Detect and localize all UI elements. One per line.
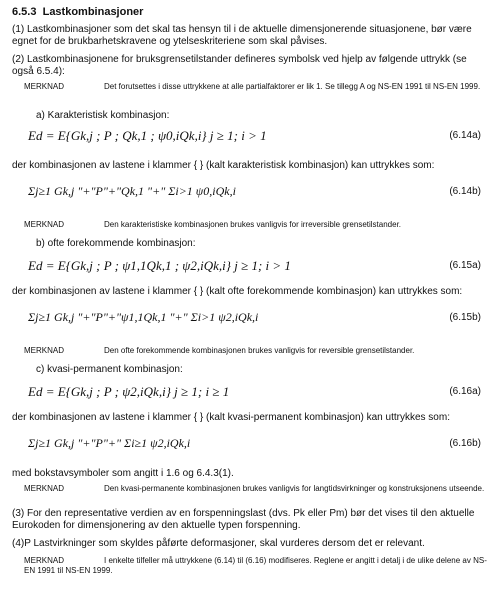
- equation-number: (6.15a): [449, 260, 481, 271]
- note-3: [12, 346, 489, 356]
- equation-number: (6.15b): [449, 312, 481, 323]
- section-title: Lastkombinasjoner: [42, 6, 144, 18]
- section-number: 6.5.3: [12, 6, 37, 18]
- equation-formula: Ed = E{Gk,j ; P ; Qk,1 ; ψ0,iQk,i} j ≥ 1; i > 1: [28, 128, 267, 143]
- note-text: Den karakteristiske kombinasjonen brukes vanligvis for irreversible grensetilstander.: [104, 220, 402, 229]
- paragraph-4: (4)P Lastvirkninger som skyldes påførte deformasjoner, skal vurderes dersom det er relevant.: [12, 538, 425, 549]
- equation-6-15b: [0, 306, 497, 330]
- equation-6-15a: [0, 254, 497, 278]
- note-4: [12, 484, 489, 494]
- note-label: MERKNAD: [24, 556, 65, 565]
- paragraph-1: (1) Lastkombinasjoner som det skal tas hensyn til i de aktuelle dimensjonerende situasjonene, bør være egnet for de brukbarhetskravene og ytelseskriteriene som skal påvises.: [12, 24, 472, 47]
- note-text: Det forutsettes i disse uttrykkene at alle partialfaktorer er lik 1. Se tillegg A og NS-EN 1991 til NS-EN 1999.: [104, 82, 481, 91]
- equation-number: (6.14a): [449, 130, 481, 141]
- note-5: [12, 556, 489, 576]
- equation-number: (6.14b): [449, 186, 481, 197]
- paragraph-3: (3) For den representative verdien av en forspenningslast (dvs. Pk eller Pm) bør det vises til den aktuelle Eurokoden for dimensjonering av den aktuelle typen forspenning.: [12, 508, 475, 531]
- connector-3: der kombinasjonen av lastene i klammer { } (kalt kvasi-permanent kombinasjon) kan uttrykkes som:: [12, 412, 450, 423]
- note-1: [12, 82, 489, 92]
- equation-number: (6.16b): [449, 438, 481, 449]
- note-text: Den ofte forekommende kombinasjonen brukes vanligvis for reversible grensetilstander.: [104, 346, 415, 355]
- equation-6-14a: [0, 124, 497, 148]
- connector-1: der kombinasjonen av lastene i klammer { } (kalt karakteristisk kombinasjon) kan uttrykkes som:: [12, 160, 435, 171]
- equation-formula: Σj≥1 Gk,j "+"P"+" Σi≥1 ψ2,iQk,i: [28, 436, 191, 450]
- note-label: MERKNAD: [24, 220, 65, 229]
- note-label: MERKNAD: [24, 484, 65, 493]
- note-text: I enkelte tilfeller må uttrykkene (6.14) til (6.16) modifiseres. Reglene er angitt i detalj i de ulike delene av NS-EN 1991 til NS-EN 1999.: [24, 556, 487, 575]
- note-label: MERKNAD: [24, 346, 65, 355]
- equation-formula: Σj≥1 Gk,j "+"P"+"Qk,1 "+" Σi>1 ψ0,iQk,i: [28, 184, 236, 198]
- connector-4: med bokstavsymboler som angitt i 1.6 og 6.4.3(1).: [12, 468, 234, 479]
- equation-6-14b: [0, 180, 497, 204]
- section-heading: [12, 6, 489, 18]
- note-2: [12, 220, 489, 230]
- connector-2: der kombinasjonen av lastene i klammer { } (kalt ofte forekommende kombinasjon) kan uttrykkes som:: [12, 286, 463, 297]
- equation-6-16a: [0, 380, 497, 404]
- paragraph-2: (2) Lastkombinasjonene for bruksgrensetilstander defineres symbolsk ved hjelp av følgende uttrykk (se også 6.5.4):: [12, 54, 467, 77]
- equation-formula: Ed = E{Gk,j ; P ; ψ2,iQk,i} j ≥ 1; i ≥ 1: [28, 384, 230, 399]
- equation-formula: Σj≥1 Gk,j "+"P"+"ψ1,1Qk,1 "+" Σi>1 ψ2,iQk,i: [28, 310, 259, 324]
- item-b: b) ofte forekommende kombinasjon:: [36, 238, 196, 249]
- item-a: a) Karakteristisk kombinasjon:: [36, 110, 170, 121]
- note-label: MERKNAD: [24, 82, 65, 91]
- equation-number: (6.16a): [449, 386, 481, 397]
- note-text: Den kvasi-permanente kombinasjonen brukes vanligvis for langtidsvirkninger og konstruksjonens utseende.: [104, 484, 485, 493]
- item-c: c) kvasi-permanent kombinasjon:: [36, 364, 183, 375]
- equation-formula: Ed = E{Gk,j ; P ; ψ1,1Qk,1 ; ψ2,iQk,i} j ≥ 1; i > 1: [28, 258, 291, 273]
- equation-6-16b: [0, 432, 497, 456]
